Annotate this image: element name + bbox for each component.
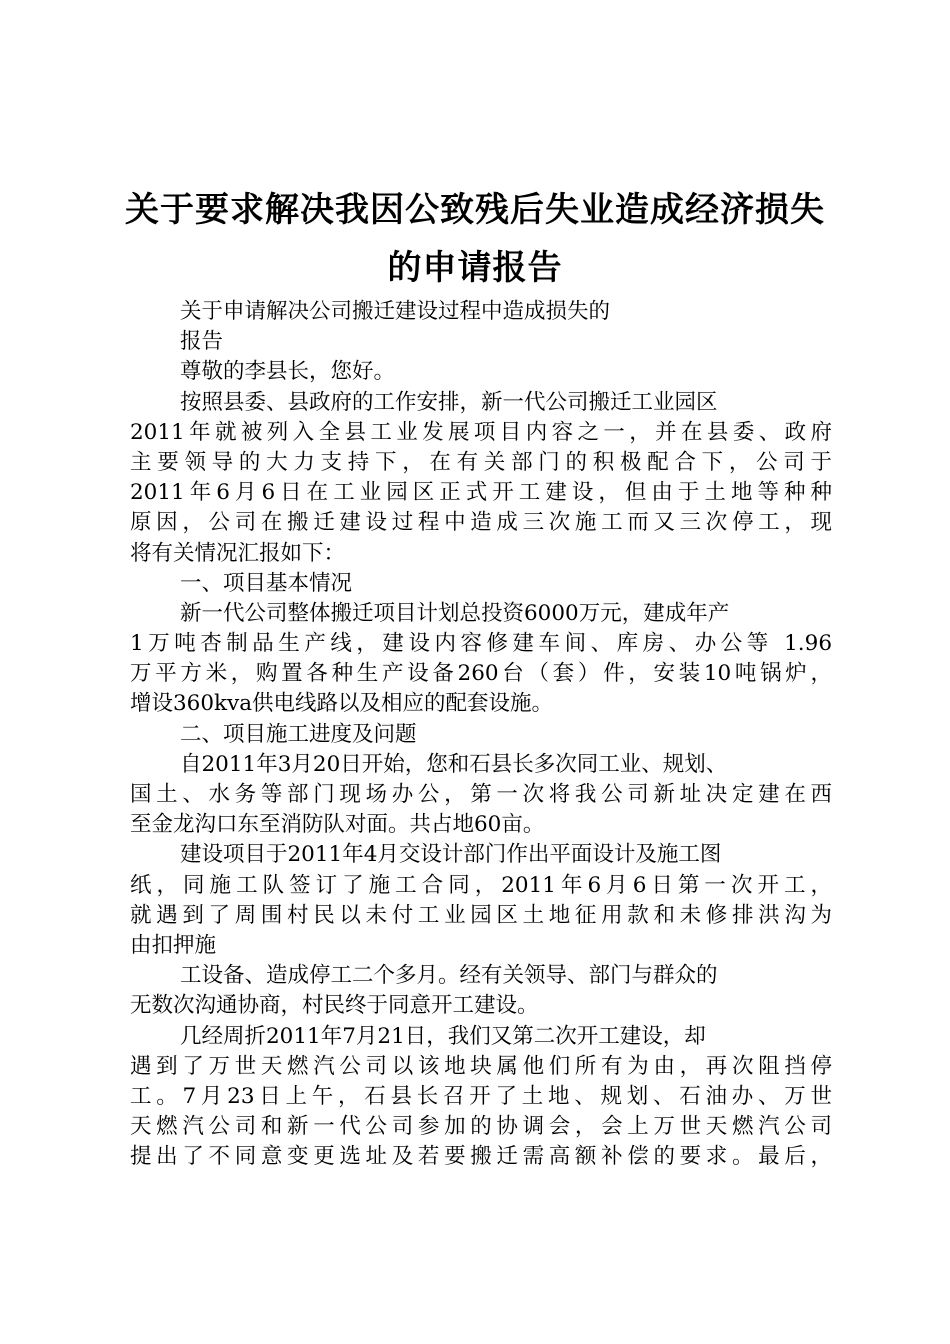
body-line: 建设项目于2011年4月交设计部门作出平面设计及施工图 <box>180 842 722 868</box>
body-line: 一、项目基本情况 <box>180 570 353 596</box>
body-line: 将有关情况汇报如下： <box>130 540 346 566</box>
body-line: 工设备、造成停工二个多月。经有关领导、部门与群众的 <box>180 963 718 989</box>
body-line: 1万吨杏制品生产线，建设内容修建车间、库房、办公等 1.96 <box>130 631 832 657</box>
body-line: 主要领导的大力支持下，在有关部门的积极配合下，公司于 <box>130 449 832 475</box>
body-line: 按照县委、县政府的工作安排，新一代公司搬迁工业园区 <box>180 389 718 415</box>
body-line: 几经周折2011年7月21日，我们又第二次开工建设，却 <box>180 1023 706 1049</box>
body-line: 尊敬的李县长，您好。 <box>180 359 396 385</box>
body-line: 纸，同施工队签订了施工合同，2011年6月6日第一次开工， <box>130 872 832 898</box>
body-line: 就遇到了周围村民以未付工业园区土地征用款和未修排洪沟为 <box>130 902 832 928</box>
document-title-line-1: 关于要求解决我因公致残后失业造成经济损失 <box>125 190 825 230</box>
document-title-line-2: 的申请报告 <box>387 248 563 288</box>
body-line: 提出了不同意变更选址及若要搬迁需高额补偿的要求。最后， <box>130 1144 832 1170</box>
body-line: 工。7月23日上午，石县长召开了土地、规划、石油办、万世 <box>130 1083 832 1109</box>
body-line: 万平方米，购置各种生产设备260台（套）件，安装10吨锅炉， <box>130 661 832 687</box>
body-line: 至金龙沟口东至消防队对面。共占地60亩。 <box>130 812 545 838</box>
body-line: 国土、水务等部门现场办公，第一次将我公司新址决定建在西 <box>130 782 832 807</box>
body-line: 2011年就被列入全县工业发展项目内容之一，并在县委、政府 <box>130 419 832 445</box>
body-line: 2011年6月6日在工业园区正式开工建设，但由于土地等种种 <box>130 480 832 506</box>
body-line: 新一代公司整体搬迁项目计划总投资6000万元，建成年产 <box>180 600 730 626</box>
body-line: 原因，公司在搬迁建设过程中造成三次施工而又三次停工，现 <box>130 510 832 536</box>
body-line: 遇到了万世天燃汽公司以该地块属他们所有为由，再次阻挡停 <box>130 1053 832 1079</box>
body-line: 关于申请解决公司搬迁建设过程中造成损失的 <box>180 299 611 324</box>
body-line: 自2011年3月20日开始，您和石县长多次同工业、规划、 <box>180 751 728 777</box>
document-body <box>130 297 832 1172</box>
body-line: 报告 <box>180 329 224 355</box>
body-line: 由扣押施 <box>130 932 217 958</box>
body-line: 无数次沟通协商，村民终于同意开工建设。 <box>130 993 539 1019</box>
body-line: 二、项目施工进度及问题 <box>180 721 417 747</box>
body-line: 天燃汽公司和新一代公司参加的协调会，会上万世天燃汽公司 <box>130 1114 832 1140</box>
body-line: 增设360kva供电线路以及相应的配套设施。 <box>130 691 554 717</box>
